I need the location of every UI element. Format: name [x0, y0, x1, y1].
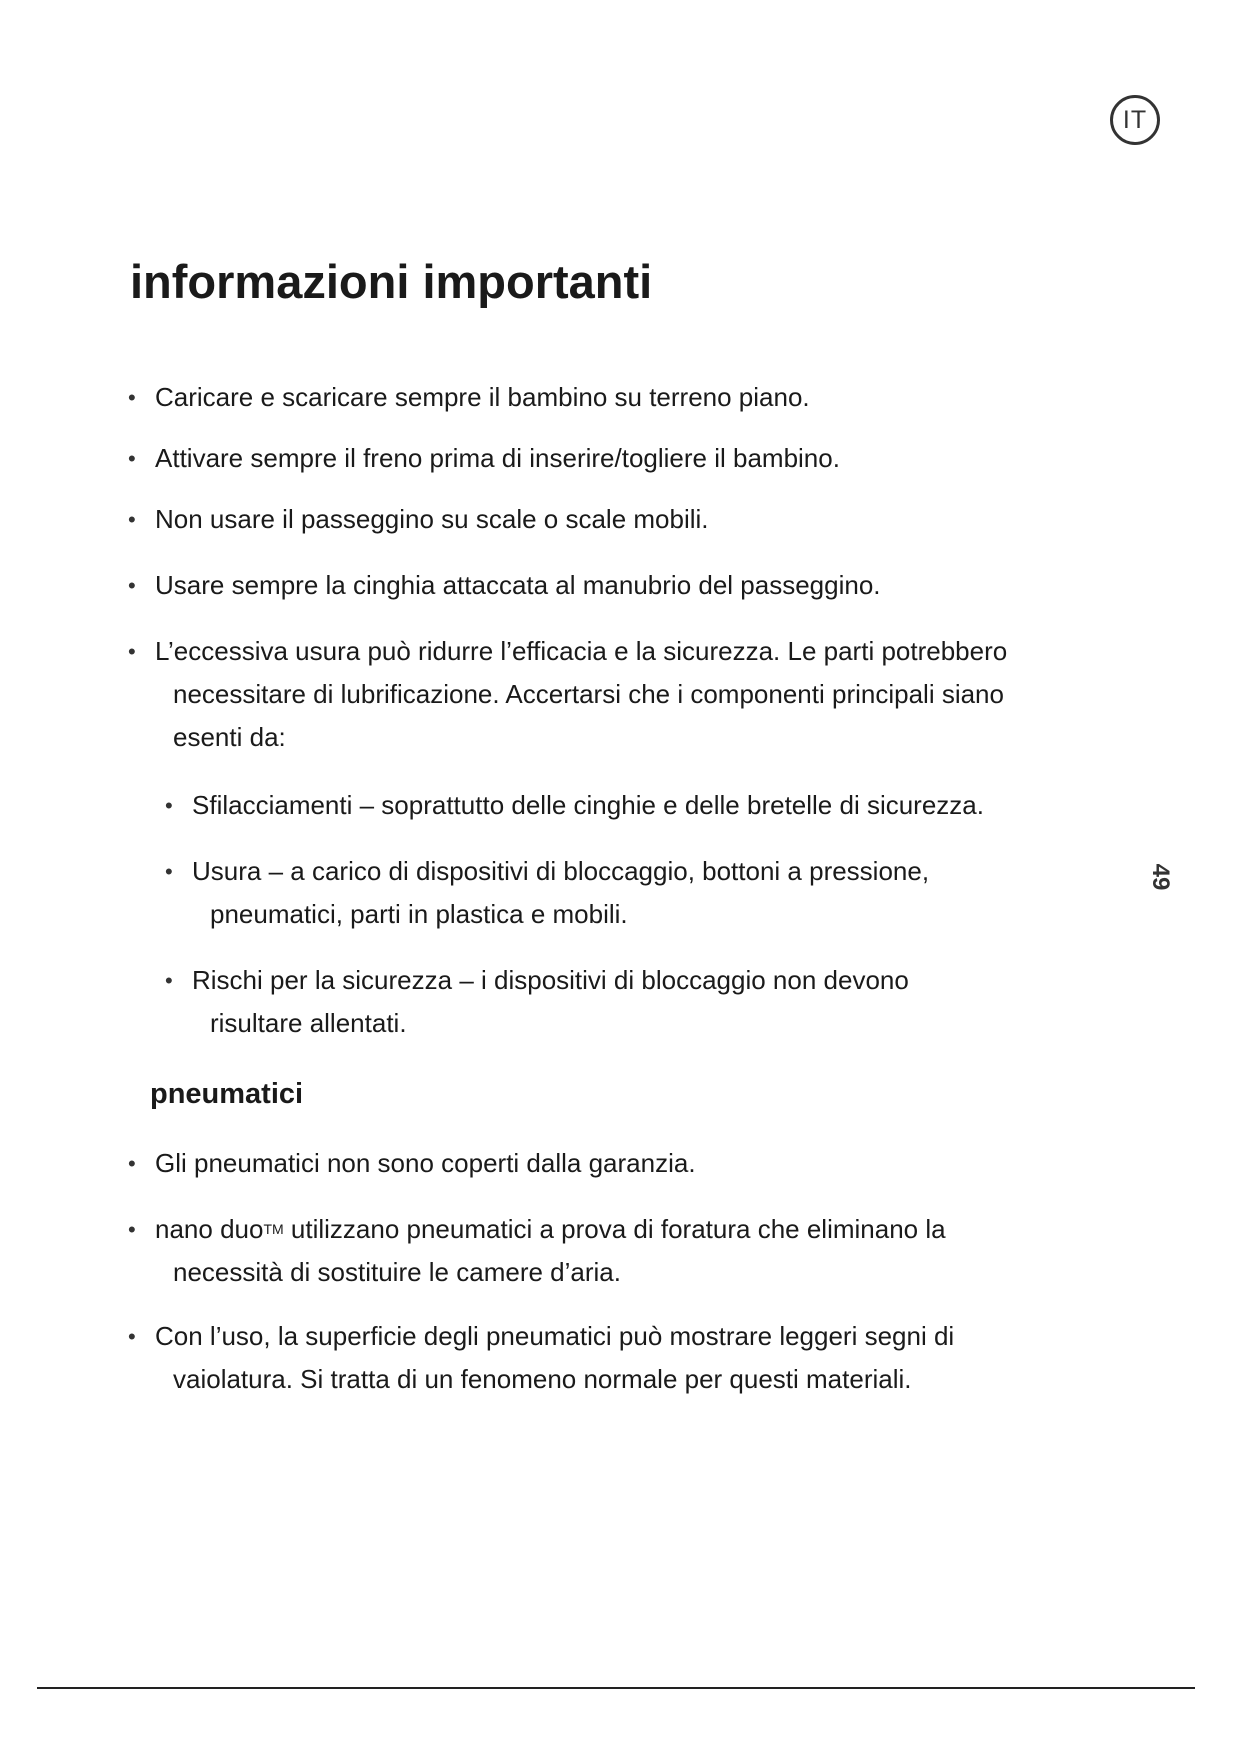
bullet-dot: • — [128, 385, 136, 410]
bullet-dot: • — [128, 573, 136, 598]
list-item — [128, 437, 1118, 480]
sub-list-item — [165, 850, 1095, 936]
sub-list-item — [165, 784, 1095, 827]
list-item — [128, 564, 1118, 607]
list-item-text: necessitare di lubrificazione. Accertarsi che i componenti principali siano — [173, 679, 1004, 709]
list-item-text: Caricare e scaricare sempre il bambino su terreno piano. — [155, 382, 810, 412]
list-item — [128, 498, 1118, 541]
bullet-dot: • — [165, 859, 173, 884]
bullet-dot: • — [128, 507, 136, 532]
bullet-dot: • — [128, 1151, 136, 1176]
list-item-text: necessità di sostituire le camere d’aria. — [173, 1257, 621, 1287]
bullet-dot: • — [165, 793, 173, 818]
list-item — [128, 1142, 1118, 1185]
list-item — [128, 376, 1118, 419]
list-item-text: Rischi per la sicurezza – i dispositivi di bloccaggio non devono — [192, 965, 909, 995]
language-badge: IT — [1110, 95, 1160, 145]
bullet-dot: • — [128, 639, 136, 664]
section-title: pneumatici — [150, 1078, 304, 1110]
page-title: informazioni importanti — [130, 255, 653, 308]
bullet-dot: • — [128, 1324, 136, 1349]
list-item — [128, 630, 1118, 759]
list-item-text: Non usare il passeggino su scale o scale mobili. — [155, 504, 709, 534]
list-item-text: risultare allentati. — [210, 1008, 407, 1038]
product-name: nano duo — [155, 1214, 264, 1244]
trademark-symbol: TM — [263, 1221, 284, 1237]
list-item-text: Usare sempre la cinghia attaccata al manubrio del passeggino. — [155, 570, 881, 600]
list-item-text-rest: utilizzano pneumatici a prova di foratura che eliminano la — [283, 1214, 946, 1244]
list-item — [128, 1208, 1118, 1294]
list-item-text: L’eccessiva usura può ridurre l’efficacia e la sicurezza. Le parti potrebbero — [155, 636, 1008, 666]
list-item-text: Gli pneumatici non sono coperti dalla garanzia. — [155, 1148, 696, 1178]
page-number: 49 — [1147, 863, 1174, 891]
bullet-dot: • — [165, 968, 173, 993]
list-item-text: Sfilacciamenti – soprattutto delle cinghie e delle bretelle di sicurezza. — [192, 790, 984, 820]
footer-divider — [37, 1687, 1195, 1689]
list-item-text — [155, 1208, 1118, 1251]
sub-list-item — [165, 959, 1095, 1045]
list-item-text: vaiolatura. Si tratta di un fenomeno normale per questi materiali. — [173, 1364, 912, 1394]
bullet-dot: • — [128, 1217, 136, 1242]
list-item — [128, 1315, 1118, 1401]
list-item-text: esenti da: — [173, 722, 286, 752]
list-item-text: pneumatici, parti in plastica e mobili. — [210, 899, 628, 929]
list-item-text: Attivare sempre il freno prima di inserire/togliere il bambino. — [155, 443, 840, 473]
list-item-text: Con l’uso, la superficie degli pneumatici può mostrare leggeri segni di — [155, 1321, 955, 1351]
bullet-dot: • — [128, 446, 136, 471]
list-item-text: Usura – a carico di dispositivi di bloccaggio, bottoni a pressione, — [192, 856, 930, 886]
